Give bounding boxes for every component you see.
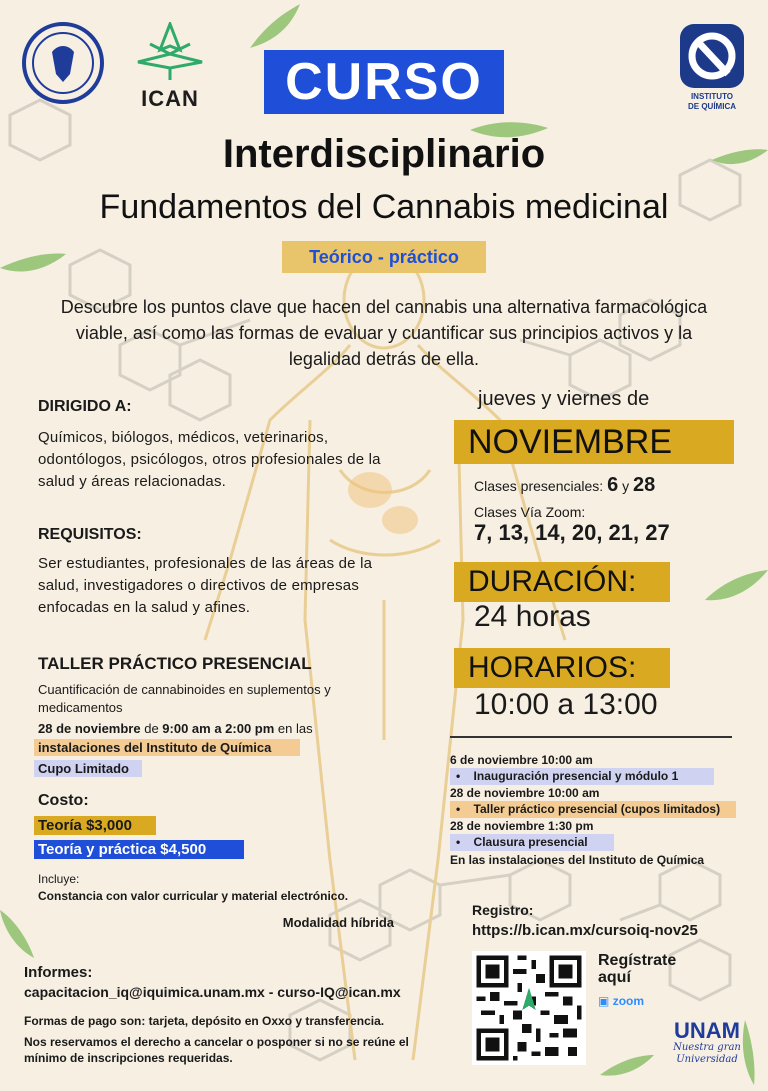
informes-emails[interactable]: capacitacion_iq@iquimica.unam.mx - curso-IQ@ican.mx xyxy=(24,984,401,1000)
ican-logo xyxy=(130,22,210,112)
presencial-connector: y xyxy=(618,478,633,494)
zoom-text: zoom xyxy=(612,994,645,1008)
agenda-date-1: 6 de noviembre 10:00 am xyxy=(450,753,593,767)
clases-presenciales-label: Clases presenciales: xyxy=(474,478,608,494)
taller-time: 9:00 am a 2:00 pm xyxy=(162,721,275,736)
agenda-item-2: • Taller práctico presencial (cupos limitados) xyxy=(450,801,736,818)
month-banner: NOVIEMBRE xyxy=(454,420,734,464)
requisitos-heading: REQUISITOS: xyxy=(38,526,142,543)
agenda-place: En las instalaciones del Instituto de Química xyxy=(450,853,705,867)
horarios-label: HORARIOS: xyxy=(454,648,670,688)
modalidad-hibrida: Modalidad híbrida xyxy=(282,915,394,930)
unam-wordmark xyxy=(666,1020,748,1066)
taller-date-connector: de xyxy=(140,721,163,736)
presencial-date-2: 28 xyxy=(632,474,656,496)
costo-heading: Costo: xyxy=(38,792,89,809)
unam-slogan-2: Universidad xyxy=(676,1054,738,1065)
unam-slogan-1: Nuestra gran xyxy=(673,1042,741,1053)
formas-de-pago: Formas de pago son: tarjeta, depósito en Oxxo y transferencia. xyxy=(24,1014,385,1028)
taller-heading: TALLER PRÁCTICO PRESENCIAL xyxy=(38,654,312,673)
taller-description: Cuantificación de cannabinoides en suplementos y medicamentos xyxy=(38,682,331,715)
registrate-line2: aquí xyxy=(598,969,631,986)
teorico-practico-badge: Teórico - práctico xyxy=(282,241,486,273)
iq-logo-line2: DE QUÍMICA xyxy=(688,102,736,111)
horarios-value: 10:00 a 13:00 xyxy=(474,688,658,721)
agenda-date-2: 28 de noviembre 10:00 am xyxy=(450,786,600,800)
registro-qr-code[interactable] xyxy=(472,951,586,1065)
duracion-value: 24 horas xyxy=(474,600,591,633)
clases-zoom-label: Clases Vía Zoom: xyxy=(474,504,586,520)
unam-seal-logo xyxy=(22,22,104,104)
zoom-dates: 7, 13, 14, 20, 21, 27 xyxy=(474,520,670,545)
course-subtitle: Fundamentos del Cannabis medicinal xyxy=(99,188,669,226)
requisitos-text: Ser estudiantes, profesionales de las áreas de la salud, investigadores o directivos de empresas enfocadas en la salud y afines. xyxy=(38,555,373,616)
taller-date-end: en las xyxy=(274,721,313,736)
iq-logo-line1: INSTITUTO xyxy=(690,92,734,101)
divider xyxy=(450,736,732,738)
dirigido-heading: DIRIGIDO A: xyxy=(38,398,132,415)
clases-presenciales xyxy=(474,474,655,497)
course-title: Interdisciplinario xyxy=(222,132,546,176)
zoom-logo xyxy=(598,994,644,1008)
agenda-item-3: • Clausura presencial xyxy=(450,834,614,851)
taller-date-line xyxy=(38,720,403,738)
unam-name: UNAM xyxy=(674,1018,740,1043)
registro-url[interactable]: https://b.ican.mx/cursoiq-nov25 xyxy=(472,922,698,939)
duracion-label: DURACIÓN: xyxy=(454,562,670,602)
agenda-date-3: 28 de noviembre 1:30 pm xyxy=(450,819,594,833)
registro-label: Registro: xyxy=(472,902,534,918)
curso-banner: CURSO xyxy=(264,50,504,114)
intro-paragraph: Descubre los puntos clave que hacen del cannabis una alternativa farmacológica viable, así como las formas de evaluar y cuantificar sus principios activos y la legalidad detrás de ella. xyxy=(60,297,708,369)
agenda-item-2-text: Taller práctico presencial (cupos limitados) xyxy=(473,802,721,816)
cupo-limitado-badge: Cupo Limitado xyxy=(34,760,142,777)
ican-logo-text: ICAN xyxy=(141,86,199,111)
incluye-label: Incluye: xyxy=(38,872,80,886)
zoom-icon: ▣ xyxy=(598,994,610,1008)
taller-place: instalaciones del Instituto de Química xyxy=(34,739,300,756)
registrate-line1: Regístrate xyxy=(598,952,677,969)
agenda-item-1-text: Inauguración presencial y módulo 1 xyxy=(473,769,679,783)
instituto-quimica-logo xyxy=(670,22,754,114)
presencial-date-1: 6 xyxy=(607,474,619,496)
days-text: jueves y viernes de xyxy=(478,388,650,410)
price-teoria-practica: Teoría y práctica $4,500 xyxy=(34,840,244,859)
taller-date: 28 de noviembre xyxy=(38,721,141,736)
agenda-item-3-text: Clausura presencial xyxy=(473,835,588,849)
aviso-cancelacion: Nos reservamos el derecho a cancelar o posponer si no se reúne el mínimo de inscripciones requeridas. xyxy=(24,1035,409,1065)
registrate-cta xyxy=(598,952,676,986)
price-teoria: Teoría $3,000 xyxy=(34,816,156,835)
incluye-text: Constancia con valor curricular y material electrónico. xyxy=(38,889,349,903)
dirigido-text: Químicos, biólogos, médicos, veterinarios, odontólogos, psicólogos, otros profesionales de la salud y áreas relacionadas. xyxy=(38,429,381,490)
informes-label: Informes: xyxy=(24,964,93,981)
agenda-item-1: • Inauguración presencial y módulo 1 xyxy=(450,768,714,785)
